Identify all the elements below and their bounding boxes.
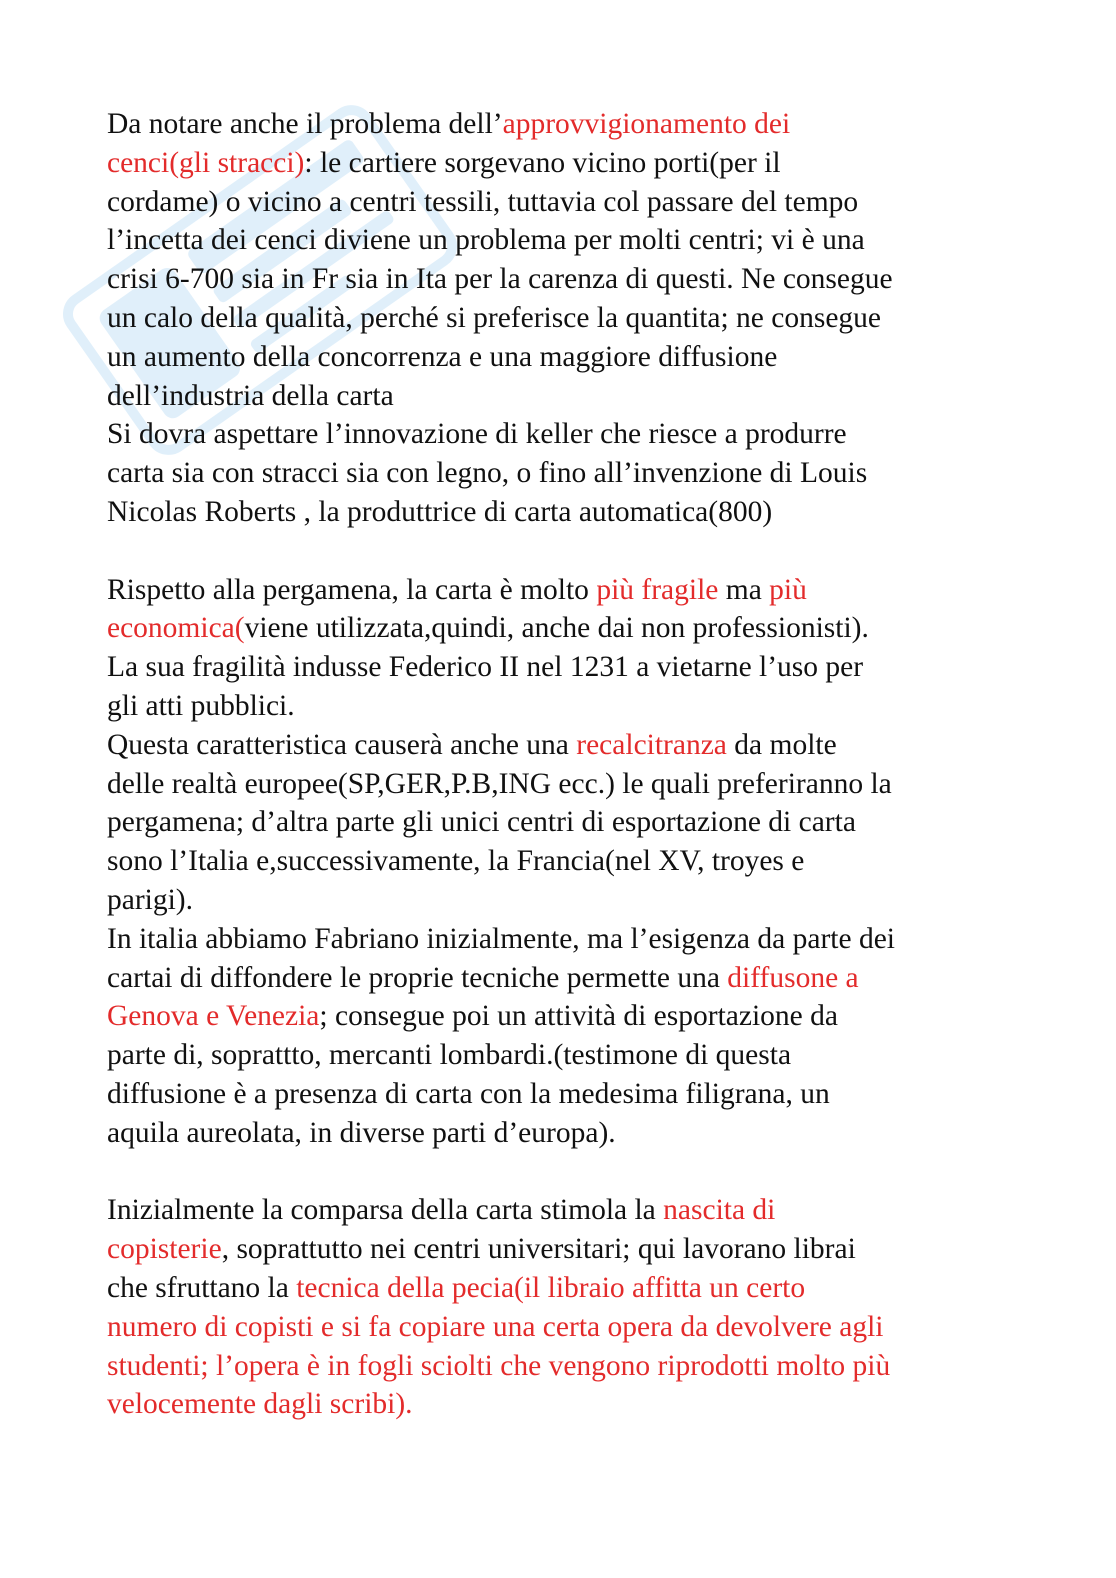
body-text: viene utilizzata,quindi, anche dai non professionisti). <box>244 612 869 645</box>
text-line <box>107 1114 1027 1153</box>
text-line <box>107 1308 1027 1347</box>
body-text: un aumento della concorrenza e una maggiore diffusione <box>107 340 778 373</box>
body-text: un calo della qualità, perché si preferisce la quantita; ne consegue <box>107 301 882 334</box>
body-text: Questa caratteristica causerà anche una <box>107 728 577 761</box>
paragraph-spacer <box>107 532 1027 571</box>
text-line <box>107 1036 1027 1075</box>
body-text: ; consegue poi un attività di esportazione da <box>319 1000 838 1033</box>
body-text: l’incetta dei cenci diviene un problema per molti centri; vi è una <box>107 224 865 257</box>
highlighted-text: cenci(gli stracci) <box>107 146 305 179</box>
text-line <box>107 803 1027 842</box>
paragraph <box>107 105 1027 532</box>
body-text: carta sia con stracci sia con legno, o fino all’invenzione di Louis <box>107 457 868 490</box>
highlighted-text: tecnica della pecia(il libraio affitta un certo <box>296 1271 806 1304</box>
highlighted-text: copisterie <box>107 1233 222 1266</box>
text-line <box>107 648 1027 687</box>
text-line <box>107 415 1027 454</box>
text-line <box>107 726 1027 765</box>
highlighted-text: Genova e Venezia <box>107 1000 320 1033</box>
body-text: delle realtà europee(SP,GER,P.B,ING ecc.) le quali preferiranno la <box>107 767 892 800</box>
text-line <box>107 1385 1027 1424</box>
highlighted-text: numero di copisti e si fa copiare una certa opera da devolvere agli <box>107 1310 884 1343</box>
text-line <box>107 183 1027 222</box>
body-text: Inizialmente la comparsa della carta stimola la <box>107 1194 664 1227</box>
text-line <box>107 1075 1027 1114</box>
highlighted-text: velocemente dagli scribi). <box>107 1388 413 1421</box>
highlighted-text: approvvigionamento dei <box>502 108 791 140</box>
body-text: cartai di diffondere le proprie tecniche permette una <box>107 961 728 994</box>
document-body <box>107 105 1027 1424</box>
text-line <box>107 105 1027 144</box>
body-text: diffusione è a presenza di carta con la medesima filigrana, un <box>107 1077 830 1110</box>
body-text: La sua fragilità indusse Federico II nel 1231 a vietarne l’uso per <box>107 651 864 684</box>
text-line <box>107 377 1027 416</box>
paragraph <box>107 1191 1027 1424</box>
body-text: dell’industria della carta <box>107 379 394 412</box>
paragraph <box>107 571 1027 1153</box>
text-line <box>107 454 1027 493</box>
body-text: parigi). <box>107 883 194 916</box>
text-line <box>107 1269 1027 1308</box>
body-text: , soprattutto nei centri universitari; qui lavorano librai <box>221 1233 856 1266</box>
body-text: ma <box>718 573 770 606</box>
highlighted-text: più <box>769 573 807 606</box>
highlighted-text: più fragile <box>596 573 719 606</box>
text-line <box>107 842 1027 881</box>
text-line <box>107 959 1027 998</box>
body-text: In italia abbiamo Fabriano inizialmente, ma l’esigenza da parte dei <box>107 922 895 955</box>
body-text: da molte <box>726 728 837 761</box>
body-text: gli atti pubblici. <box>107 689 295 722</box>
text-line <box>107 493 1027 532</box>
body-text: Si dovra aspettare l’innovazione di keller che riesce a produrre <box>107 418 847 451</box>
text-line <box>107 687 1027 726</box>
body-text: Da notare anche il problema dell’ <box>107 108 503 140</box>
text-line <box>107 881 1027 920</box>
text-line <box>107 221 1027 260</box>
body-text: pergamena; d’altra parte gli unici centri di esportazione di carta <box>107 806 856 839</box>
text-line <box>107 609 1027 648</box>
body-text: Nicolas Roberts , la produttrice di carta automatica(800) <box>107 495 773 528</box>
highlighted-text: nascita di <box>663 1194 776 1227</box>
body-text: Rispetto alla pergamena, la carta è molto <box>107 573 597 606</box>
text-line <box>107 1191 1027 1230</box>
body-text: : le cartiere sorgevano vicino porti(per il <box>304 146 781 179</box>
text-line <box>107 765 1027 804</box>
text-line <box>107 144 1027 183</box>
paragraph-spacer <box>107 1153 1027 1192</box>
highlighted-text: studenti; l’opera è in fogli sciolti che vengono riprodotti molto più <box>107 1349 891 1382</box>
body-text: crisi 6-700 sia in Fr sia in Ita per la carenza di questi. Ne consegue <box>107 263 893 296</box>
text-line <box>107 571 1027 610</box>
text-line <box>107 299 1027 338</box>
body-text: cordame) o vicino a centri tessili, tuttavia col passare del tempo <box>107 185 859 218</box>
text-line <box>107 1347 1027 1386</box>
text-line <box>107 1230 1027 1269</box>
highlighted-text: diffusone a <box>727 961 859 994</box>
text-line <box>107 920 1027 959</box>
text-line <box>107 997 1027 1036</box>
body-text: parte di, soprattto, mercanti lombardi.(testimone di questa <box>107 1039 792 1072</box>
body-text: aquila aureolata, in diverse parti d’europa). <box>107 1116 616 1149</box>
body-text: sono l’Italia e,successivamente, la Francia(nel XV, troyes e <box>107 845 805 878</box>
body-text: che sfruttano la <box>107 1271 297 1304</box>
text-line <box>107 338 1027 377</box>
text-line <box>107 260 1027 299</box>
highlighted-text: recalcitranza <box>576 728 727 761</box>
highlighted-text: economica( <box>107 612 245 645</box>
